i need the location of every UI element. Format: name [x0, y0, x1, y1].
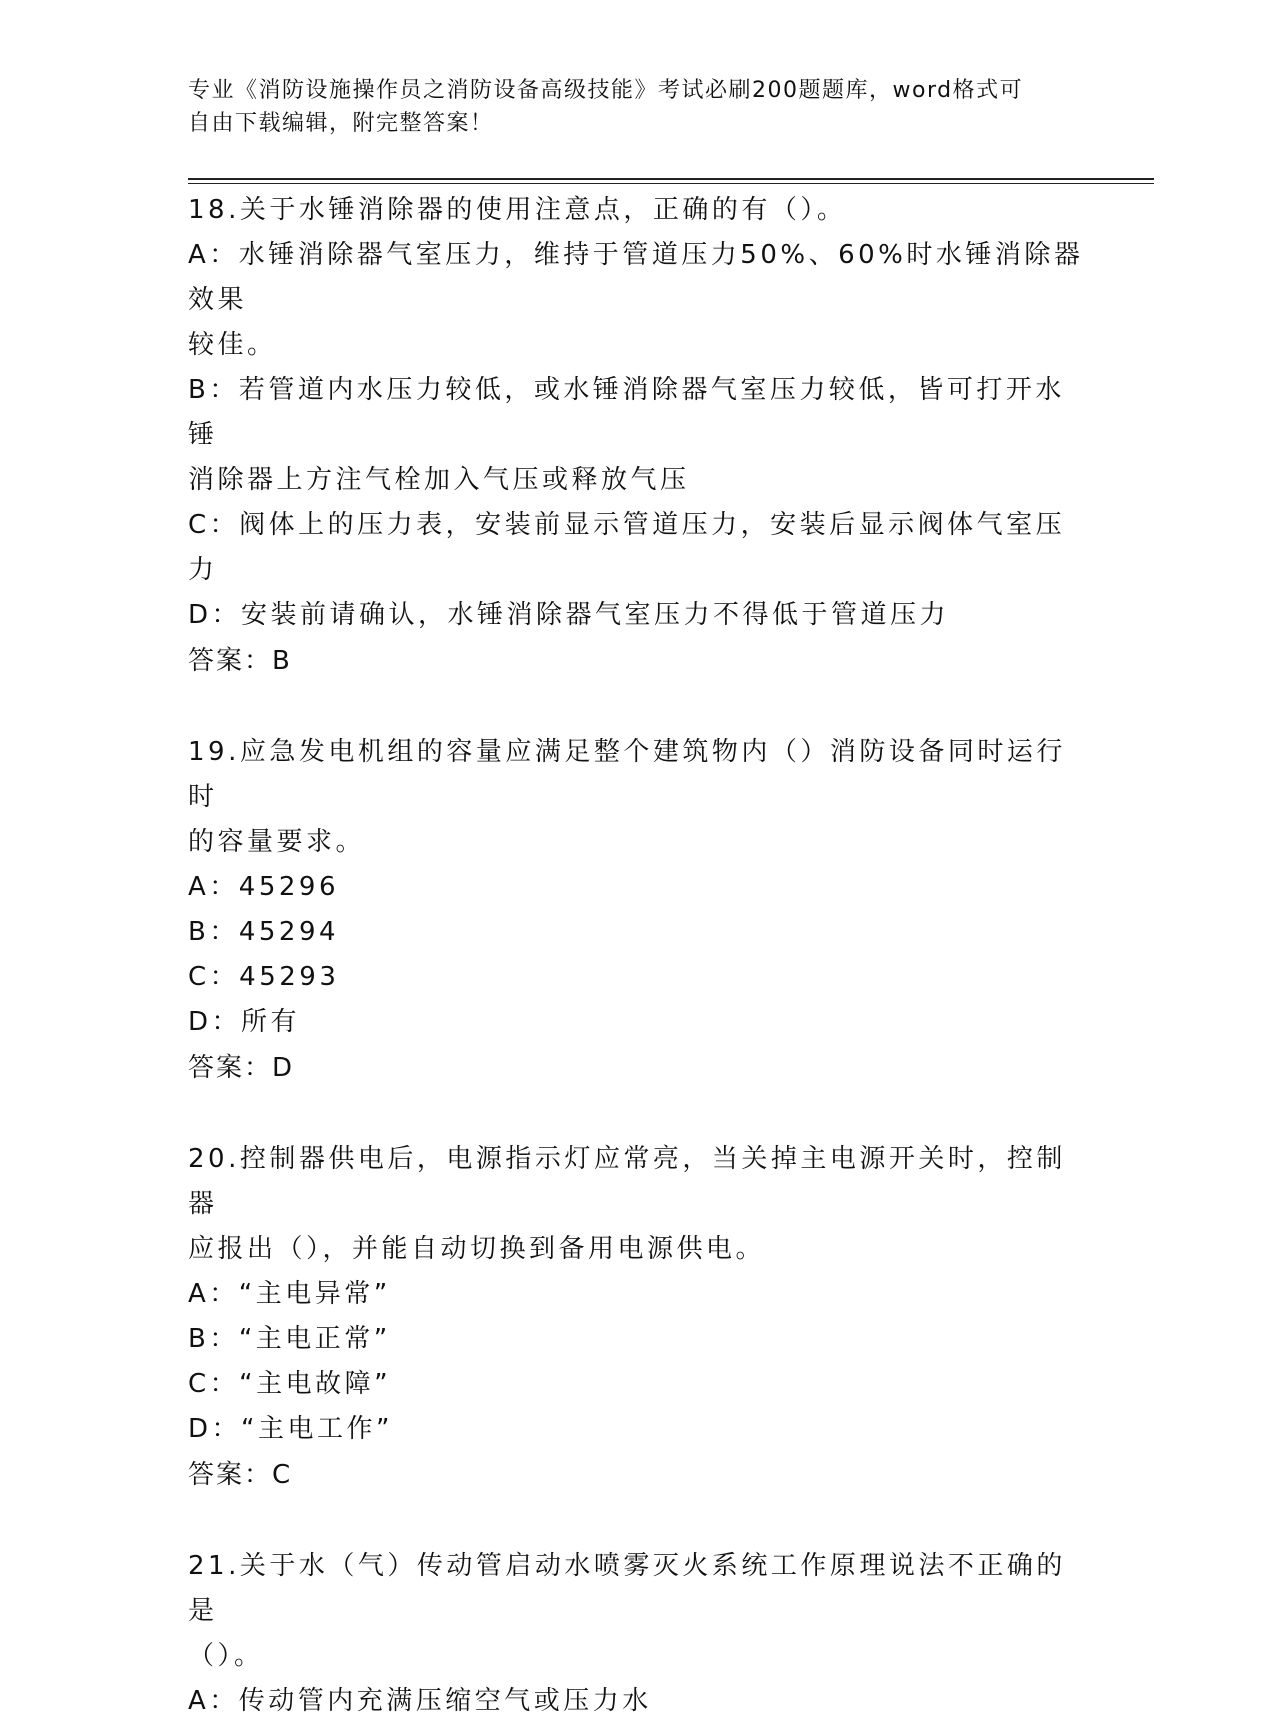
question-stem: 20.控制器供电后，电源指示灯应常亮，当关掉主电源开关时，控制器: [188, 1144, 1066, 1219]
option-a: A：传动管内充满压缩空气或压力水: [188, 1686, 652, 1716]
header-line-2: 自由下载编辑，附完整答案！: [188, 111, 494, 136]
option-a-continued: 较佳。: [188, 330, 277, 360]
question-21: [188, 1544, 1088, 1724]
option-b: B：“主电正常”: [188, 1324, 391, 1354]
question-list: [188, 188, 1088, 1724]
option-b-continued: 消除器上方注气栓加入气压或释放气压: [188, 465, 690, 495]
question-stem-continued: 应报出（），并能自动切换到备用电源供电。: [188, 1234, 766, 1264]
question-stem: 18.关于水锤消除器的使用注意点，正确的有（）。: [188, 195, 847, 225]
question-19: [188, 730, 1088, 1091]
option-b: B：若管道内水压力较低，或水锤消除器气室压力较低，皆可打开水锤: [188, 375, 1065, 450]
option-c: C：阀体上的压力表，安装前显示管道压力，安装后显示阀体气室压力: [188, 510, 1066, 585]
option-d: D：安装前请确认，水锤消除器气室压力不得低于管道压力: [188, 600, 950, 630]
option-a: A：45296: [188, 872, 339, 902]
option-a: A：“主电异常”: [188, 1279, 391, 1309]
answer: 答案：B: [188, 646, 292, 676]
option-b: B：45294: [188, 917, 340, 947]
header-line-1: 专业《消防设施操作员之消防设备高级技能》考试必刷200题题库，word格式可: [188, 78, 1024, 103]
question-stem-continued: 的容量要求。: [188, 827, 366, 857]
option-d: D：“主电工作”: [188, 1414, 393, 1444]
answer: 答案：D: [188, 1053, 295, 1083]
question-stem: 19.应急发电机组的容量应满足整个建筑物内（）消防设备同时运行时: [188, 737, 1066, 812]
option-d: D：所有: [188, 1007, 301, 1037]
header-rule-thick: [188, 178, 1154, 180]
document-header: [188, 74, 1088, 140]
question-20: [188, 1137, 1088, 1498]
header-rule-thin: [188, 183, 1154, 184]
option-a: A：水锤消除器气室压力，维持于管道压力50%、60%时水锤消除器效果: [188, 240, 1084, 315]
question-18: [188, 188, 1088, 684]
answer: 答案：C: [188, 1460, 293, 1490]
option-c: C：45293: [188, 962, 340, 992]
question-stem: 21.关于水（气）传动管启动水喷雾灭火系统工作原理说法不正确的是: [188, 1551, 1066, 1626]
question-stem-continued: （）。: [188, 1641, 264, 1671]
option-c: C：“主电故障”: [188, 1369, 392, 1399]
